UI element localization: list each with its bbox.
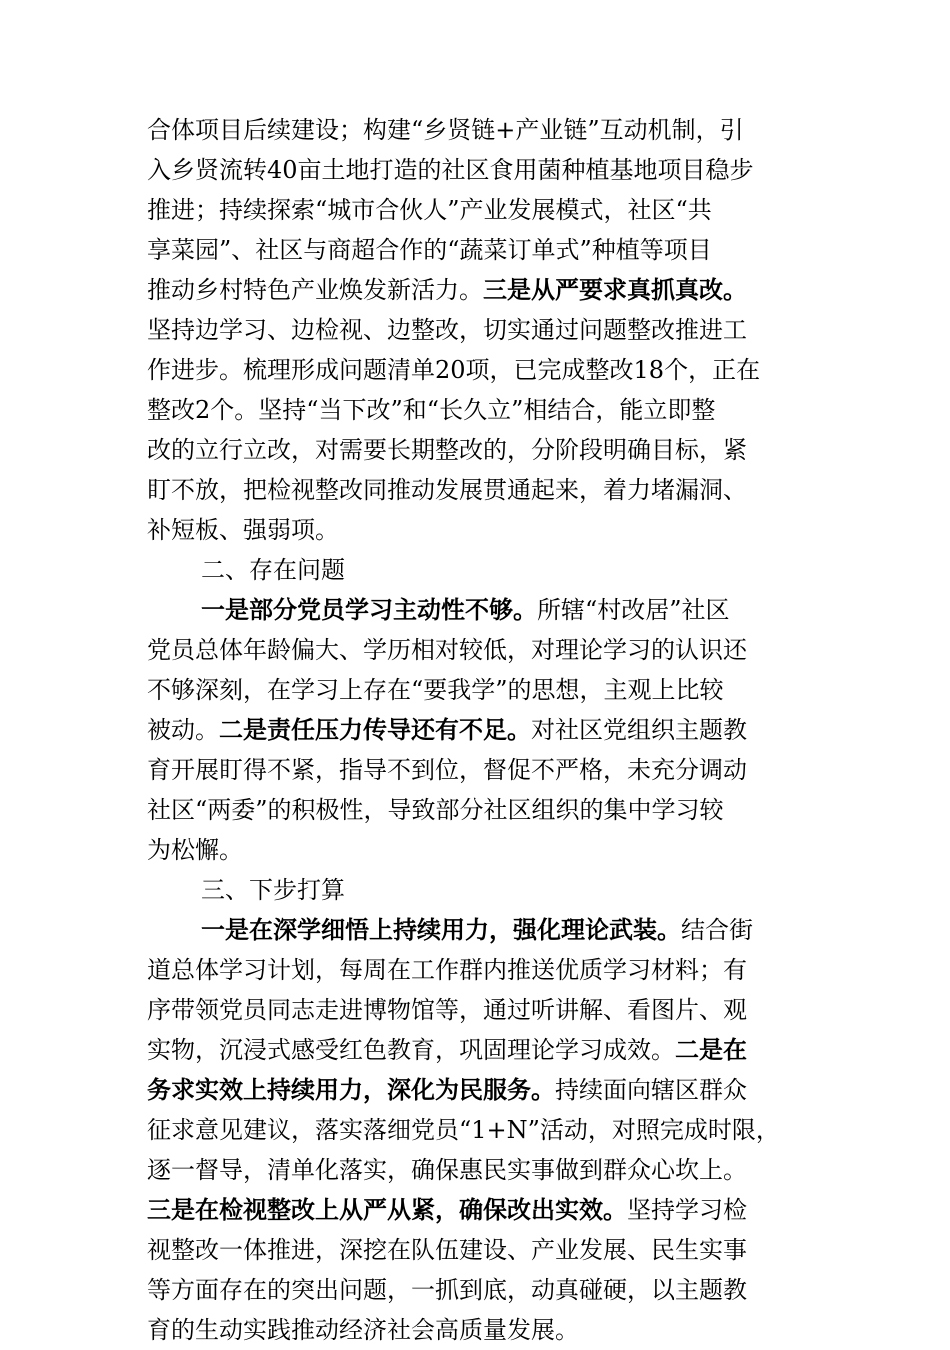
text-line xyxy=(147,1150,827,1190)
text-line xyxy=(147,1310,827,1350)
text-line xyxy=(147,350,827,390)
text-line xyxy=(147,550,827,590)
text-segment: 对社区党组织主题教 xyxy=(531,716,747,744)
text-segment: 视整改一体推进，深挖在队伍建设、产业发展、民生实事 xyxy=(147,1236,747,1264)
text-line xyxy=(147,1030,827,1070)
text-line xyxy=(147,750,827,790)
text-segment: 被动。 xyxy=(147,716,219,744)
text-segment: 坚持学习检 xyxy=(627,1196,747,1224)
text-segment: 不够深刻，在学习上存在“要我学”的思想，主观上比较 xyxy=(147,676,724,704)
text-line xyxy=(147,870,827,910)
bold-text-segment: 务求实效上持续用力，深化为民服务。 xyxy=(147,1075,555,1104)
text-line xyxy=(147,110,827,150)
text-segment: 实物，沉浸式感受红色教育，巩固理论学习成效。 xyxy=(147,1036,675,1064)
text-segment: 三、下步打算 xyxy=(201,876,345,904)
bold-text-segment: 一是在深学细悟上持续用力，强化理论武装。 xyxy=(201,915,681,944)
text-line xyxy=(147,390,827,430)
text-segment: 持续面向辖区群众 xyxy=(555,1076,747,1104)
text-segment: 序带领党员同志走进博物馆等，通过听讲解、看图片、观 xyxy=(147,996,747,1024)
text-segment: 坚持边学习、边检视、边整改，切实通过问题整改推进工 xyxy=(147,316,747,344)
text-segment: 党员总体年龄偏大、学历相对较低，对理论学习的认识还 xyxy=(147,636,747,664)
text-line xyxy=(147,430,827,470)
text-line xyxy=(147,590,827,630)
text-segment: 为松懈。 xyxy=(147,836,243,864)
text-segment: 补短板、强弱项。 xyxy=(147,516,339,544)
text-line xyxy=(147,230,827,270)
text-line xyxy=(147,190,827,230)
text-segment: 入乡贤流转40亩土地打造的社区食用菌种植基地项目稳步 xyxy=(147,156,754,184)
text-line xyxy=(147,950,827,990)
text-segment: 育的生动实践推动经济社会高质量发展。 xyxy=(147,1316,579,1344)
bold-text-segment: 二是责任压力传导还有不足。 xyxy=(219,715,531,744)
text-line xyxy=(147,1070,827,1110)
text-line xyxy=(147,790,827,830)
bold-text-segment: 三是从严要求真抓真改。 xyxy=(483,275,747,304)
text-segment: 作进步。梳理形成问题清单20项，已完成整改18个，正在 xyxy=(147,356,761,384)
text-line xyxy=(147,910,827,950)
bold-text-segment: 三是在检视整改上从严从紧，确保改出实效。 xyxy=(147,1195,627,1224)
text-segment: 道总体学习计划，每周在工作群内推送优质学习材料；有 xyxy=(147,956,747,984)
text-segment: 所辖“村改居”社区 xyxy=(537,596,730,624)
text-line xyxy=(147,710,827,750)
bold-text-segment: 二是在 xyxy=(675,1035,747,1064)
text-segment: 推进；持续探索“城市合伙人”产业发展模式，社区“共 xyxy=(147,196,712,224)
text-line xyxy=(147,830,827,870)
text-line xyxy=(147,670,827,710)
text-segment: 征求意见建议，落实落细党员“1+N”活动，对照完成时限， xyxy=(147,1116,780,1144)
text-segment: 二、存在问题 xyxy=(201,556,345,584)
text-line xyxy=(147,1190,827,1230)
text-segment: 合体项目后续建设；构建“乡贤链+产业链”互动机制，引 xyxy=(147,116,744,144)
text-line xyxy=(147,1270,827,1310)
text-segment: 等方面存在的突出问题，一抓到底，动真碰硬，以主题教 xyxy=(147,1276,747,1304)
text-segment: 盯不放，把检视整改同推动发展贯通起来，着力堵漏洞、 xyxy=(147,476,747,504)
text-line xyxy=(147,630,827,670)
text-segment: 推动乡村特色产业焕发新活力。 xyxy=(147,276,483,304)
text-line xyxy=(147,510,827,550)
text-segment: 享菜园”、社区与商超合作的“蔬菜订单式”种植等项目 xyxy=(147,236,712,264)
text-line xyxy=(147,270,827,310)
text-segment: 社区“两委”的积极性，导致部分社区组织的集中学习较 xyxy=(147,796,724,824)
text-line xyxy=(147,470,827,510)
bold-text-segment: 一是部分党员学习主动性不够。 xyxy=(201,595,537,624)
text-segment: 逐一督导，清单化落实，确保惠民实事做到群众心坎上。 xyxy=(147,1156,747,1184)
text-segment: 结合街 xyxy=(681,916,753,944)
text-line xyxy=(147,990,827,1030)
text-line xyxy=(147,1110,827,1150)
text-segment: 整改2个。坚持“当下改”和“长久立”相结合，能立即整 xyxy=(147,396,716,424)
text-line xyxy=(147,150,827,190)
text-segment: 改的立行立改，对需要长期整改的，分阶段明确目标，紧 xyxy=(147,436,747,464)
text-line xyxy=(147,1230,827,1270)
text-segment: 育开展盯得不紧，指导不到位，督促不严格，未充分调动 xyxy=(147,756,747,784)
text-line xyxy=(147,310,827,350)
document-body xyxy=(147,110,827,1350)
